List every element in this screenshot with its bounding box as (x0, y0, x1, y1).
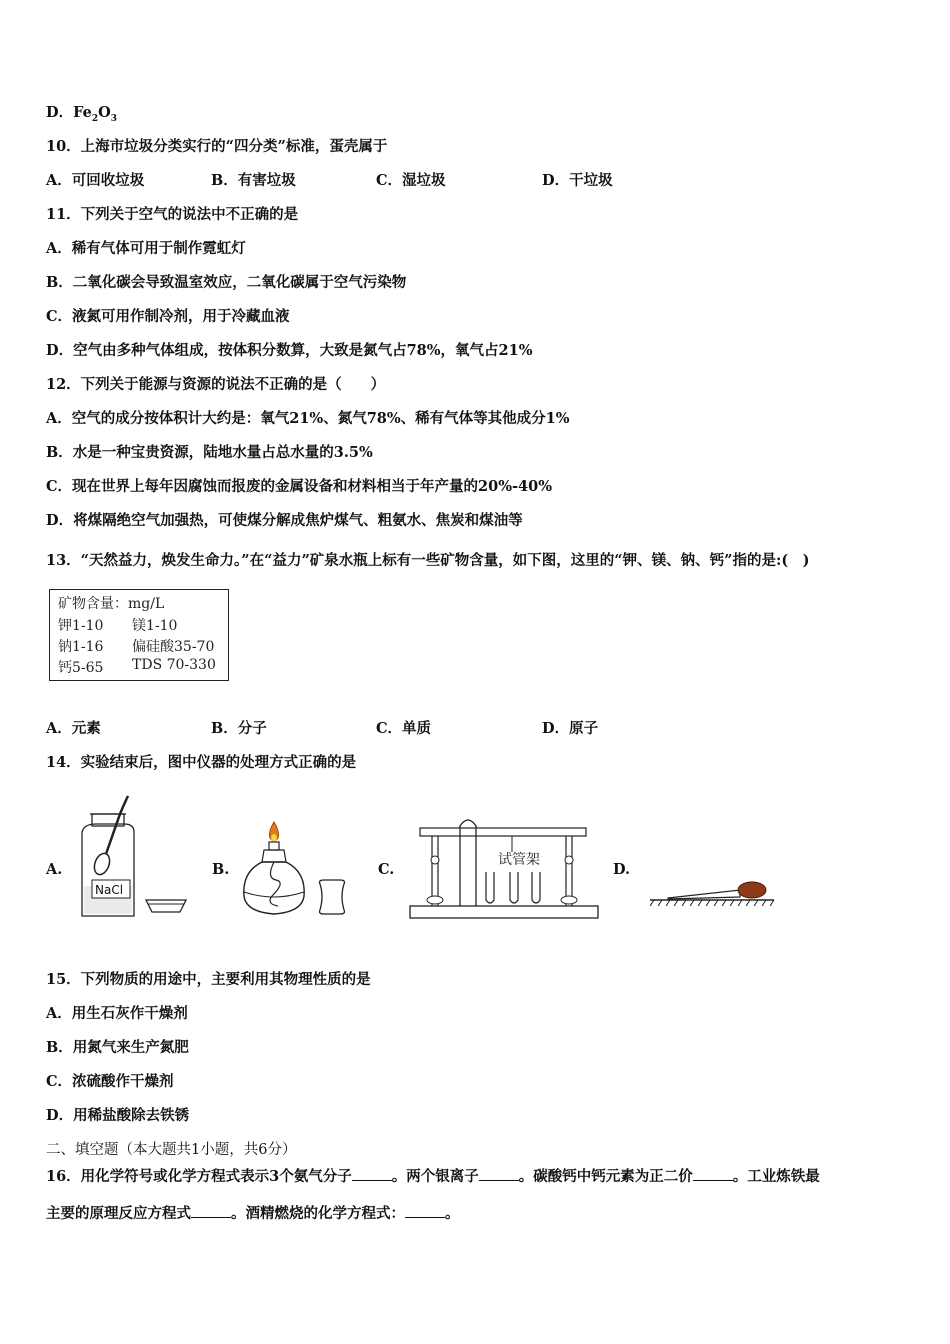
reagent-bottle-spoon-figure (76, 794, 196, 924)
q15-option-d[interactable]: D．用稀盐酸除去铁锈 (46, 1107, 190, 1124)
q12-option-d[interactable]: D．将煤隔绝空气加强热，可使煤分解成焦炉煤气、粗氨水、焦炭和煤油等 (46, 512, 523, 529)
q15-option-b[interactable]: B．用氮气来生产氮肥 (46, 1039, 189, 1056)
alcohol-lamp-figure (236, 818, 356, 922)
test-tube-rack-figure (406, 812, 602, 922)
q12-stem: 12．下列关于能源与资源的说法不正确的是（ ） (46, 376, 386, 393)
q14-option-b[interactable]: B. (212, 861, 230, 878)
q13-option-b[interactable]: B．分子 (211, 720, 267, 737)
q16-blank-4[interactable] (191, 1203, 231, 1218)
q11-option-b[interactable]: B．二氧化碳会导致温室效应，二氧化碳属于空气污染物 (46, 274, 407, 291)
q11-option-d[interactable]: D．空气由多种气体组成，按体积分数算，大致是氮气占78%，氧气占21% (46, 342, 533, 359)
q16-line1: 16．用化学符号或化学方程式表示3个氨气分子 。两个银离子 。碳酸钙中钙元素为正二价 。工业炼铁最 (46, 1168, 820, 1185)
q10-option-a[interactable]: A．可回收垃圾 (46, 172, 145, 189)
q14-option-c[interactable]: C. (378, 861, 395, 878)
nacl-label: NaCl (95, 883, 124, 897)
q14-option-d[interactable]: D. (613, 861, 631, 878)
q12-option-c[interactable]: C．现在世界上每年因腐蚀而报废的金属设备和材料相当于年产量的20%-40% (46, 478, 552, 495)
q14-stem: 14．实验结束后，图中仪器的处理方式正确的是 (46, 754, 357, 771)
q10-stem: 10．上海市垃圾分类实行的“四分类”标准，蛋壳属于 (46, 138, 388, 155)
q16-line2: 主要的原理反应方程式 。酒精燃烧的化学方程式： 。 (46, 1205, 460, 1222)
q11-option-a[interactable]: A．稀有气体可用于制作霓虹灯 (46, 240, 246, 257)
q16-blank-5[interactable] (405, 1203, 445, 1218)
q11-option-c[interactable]: C．液氮可用作制冷剂，用于冷藏血液 (46, 308, 290, 325)
mineral-potassium: 钾1-10 (58, 618, 104, 634)
q11-stem: 11．下列关于空气的说法中不正确的是 (46, 206, 299, 223)
section-heading: 二、填空题（本大题共1小题，共6分） (46, 1142, 297, 1158)
q15-option-c[interactable]: C．浓硫酸作干燥剂 (46, 1073, 174, 1090)
q13-option-c[interactable]: C．单质 (376, 720, 432, 737)
mineral-sodium: 钠1-16 (58, 639, 104, 655)
q16-blank-1[interactable] (352, 1166, 392, 1181)
q9-option-d: D．$Fe_2O_3$ (46, 104, 117, 124)
mineral-magnesium: 镁1-10 (132, 618, 178, 634)
q13-option-d[interactable]: D．原子 (542, 720, 599, 737)
mineral-tds: TDS 70-330 (132, 657, 216, 673)
mineral-content-label (49, 589, 229, 681)
q14-option-a[interactable]: A. (46, 861, 63, 878)
mineral-calcium: 钙5-65 (58, 660, 104, 676)
rack-label: 试管架 (498, 852, 540, 868)
mineral-title: 矿物含量：mg/L (58, 596, 165, 612)
q10-option-d[interactable]: D．干垃圾 (542, 172, 613, 189)
q15-option-a[interactable]: A．用生石灰作干燥剂 (46, 1005, 188, 1022)
q13-option-a[interactable]: A．元素 (46, 720, 101, 737)
dropper-on-table-figure (648, 870, 778, 910)
q16-blank-3[interactable] (693, 1166, 733, 1181)
q10-option-b[interactable]: B．有害垃圾 (211, 172, 296, 189)
q12-option-b[interactable]: B．水是一种宝贵资源，陆地水量占总水量的3.5% (46, 444, 373, 461)
q16-blank-2[interactable] (479, 1166, 519, 1181)
mineral-metasilicic: 偏硅酸35-70 (132, 639, 215, 655)
q12-option-a[interactable]: A．空气的成分按体积计大约是：氧气21%、氮气78%、稀有气体等其他成分1% (46, 410, 570, 427)
q10-option-c[interactable]: C．湿垃圾 (376, 172, 446, 189)
q13-stem: 13．“天然益力，焕发生命力。”在“益力”矿泉水瓶上标有一些矿物含量，如下图，这里的“钾、镁、钠、钙”指的是:( ) (46, 552, 810, 569)
q15-stem: 15．下列物质的用途中，主要利用其物理性质的是 (46, 971, 371, 988)
